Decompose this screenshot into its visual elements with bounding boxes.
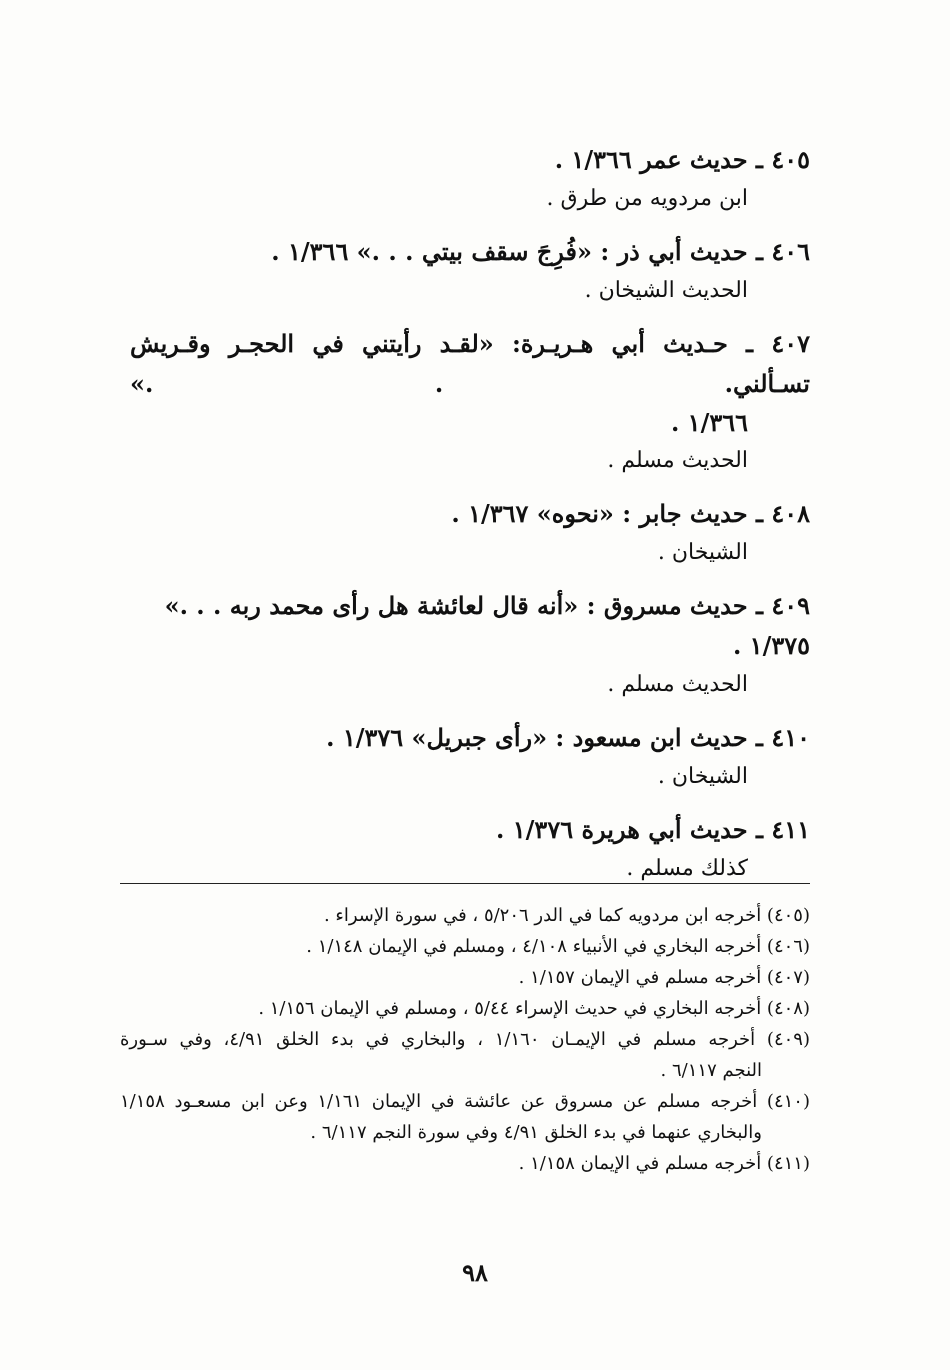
footnote-409-continuation: النجم ٦/١١٧ . [660, 1060, 762, 1081]
hadith-entry-409 [130, 586, 810, 704]
entry-heading: ٤٠٩ ـ حديث مسروق : «أنه قال لعائشة هل رأى محمد ربه . . .» ١/٣٧٥ . [164, 591, 810, 660]
entry-source: ابن مردويه من طرق . [546, 186, 748, 211]
footnote-405: (٤٠٥) أخرجه ابن مردويه كما في الدر ٥/٢٠٦ ، في سورة الإسراء . [323, 905, 810, 926]
footnote-407: (٤٠٧) أخرجه مسلم في الإيمان ١/١٥٧ . [518, 967, 810, 988]
page-number: ٩٨ [462, 1258, 488, 1287]
entry-heading: ٤٠٥ ـ حديث عمر ١/٣٦٦ . [554, 145, 810, 174]
entry-heading: ٤٠٨ ـ حديث جابر : «نحوه» ١/٣٦٧ . [451, 499, 810, 528]
entry-source: الحديث مسلم . [607, 448, 748, 473]
entry-source: الحديث الشيخان . [584, 278, 748, 303]
hadith-entry-406 [130, 232, 810, 310]
footnote-410-continuation: والبخاري عنهما في بدء الخلق ٤/٩١ وفي سورة النجم ٦/١١٧ . [310, 1122, 762, 1143]
hadith-entry-411 [130, 810, 810, 888]
entry-heading: ٤١١ ـ حديث أبي هريرة ١/٣٧٦ . [496, 815, 810, 844]
entry-heading: ٤٠٦ ـ حديث أبي ذر : «فُرِجَ سقف بيتي . . .» ١/٣٦٦ . [271, 237, 810, 266]
entry-source: الحديث مسلم . [607, 672, 748, 697]
footnote-406: (٤٠٦) أخرجه البخاري في الأنبياء ٤/١٠٨ ، ومسلم في الإيمان ١/١٤٨ . [306, 936, 810, 957]
entry-source: الشيخان . [657, 764, 748, 789]
footnote-408: (٤٠٨) أخرجه البخاري في حديث الإسراء ٥/٤٤ ، ومسلم في الإيمان ١/١٥٦ . [258, 998, 810, 1019]
entry-source: كذلك مسلم . [626, 856, 748, 881]
footnote-410: (٤١٠) أخرجه مسلم عن مسروق عن عائشة في الإيمان ١/١٦١ وعن ابن مسعـود ١/١٥٨ [120, 1091, 810, 1112]
entry-heading-continuation: ١/٣٦٦ . [670, 408, 748, 437]
footnote-411: (٤١١) أخرجه مسلم في الإيمان ١/١٥٨ . [518, 1153, 810, 1174]
entry-heading: ٤٠٧ ـ حـديث أبي هـريـرة: «لقـد رأيتني في الحجـر وقـريش تسـألني. . .» [130, 329, 810, 398]
entry-source: الشيخان . [657, 540, 748, 565]
footnote-409: (٤٠٩) أخرجه مسلم في الإيمـان ١/١٦٠ ، والبخاري في بدء الخلق ٤/٩١، وفي سـورة [120, 1029, 810, 1050]
footnote-divider [120, 883, 810, 884]
hadith-entry-408 [130, 494, 810, 572]
main-text [130, 140, 810, 902]
hadith-entry-407 [130, 324, 810, 480]
hadith-entry-410 [130, 718, 810, 796]
footnotes [120, 900, 810, 1179]
hadith-entry-405 [130, 140, 810, 218]
entry-heading: ٤١٠ ـ حديث ابن مسعود : «رأى جبريل» ١/٣٧٦ . [326, 723, 810, 752]
